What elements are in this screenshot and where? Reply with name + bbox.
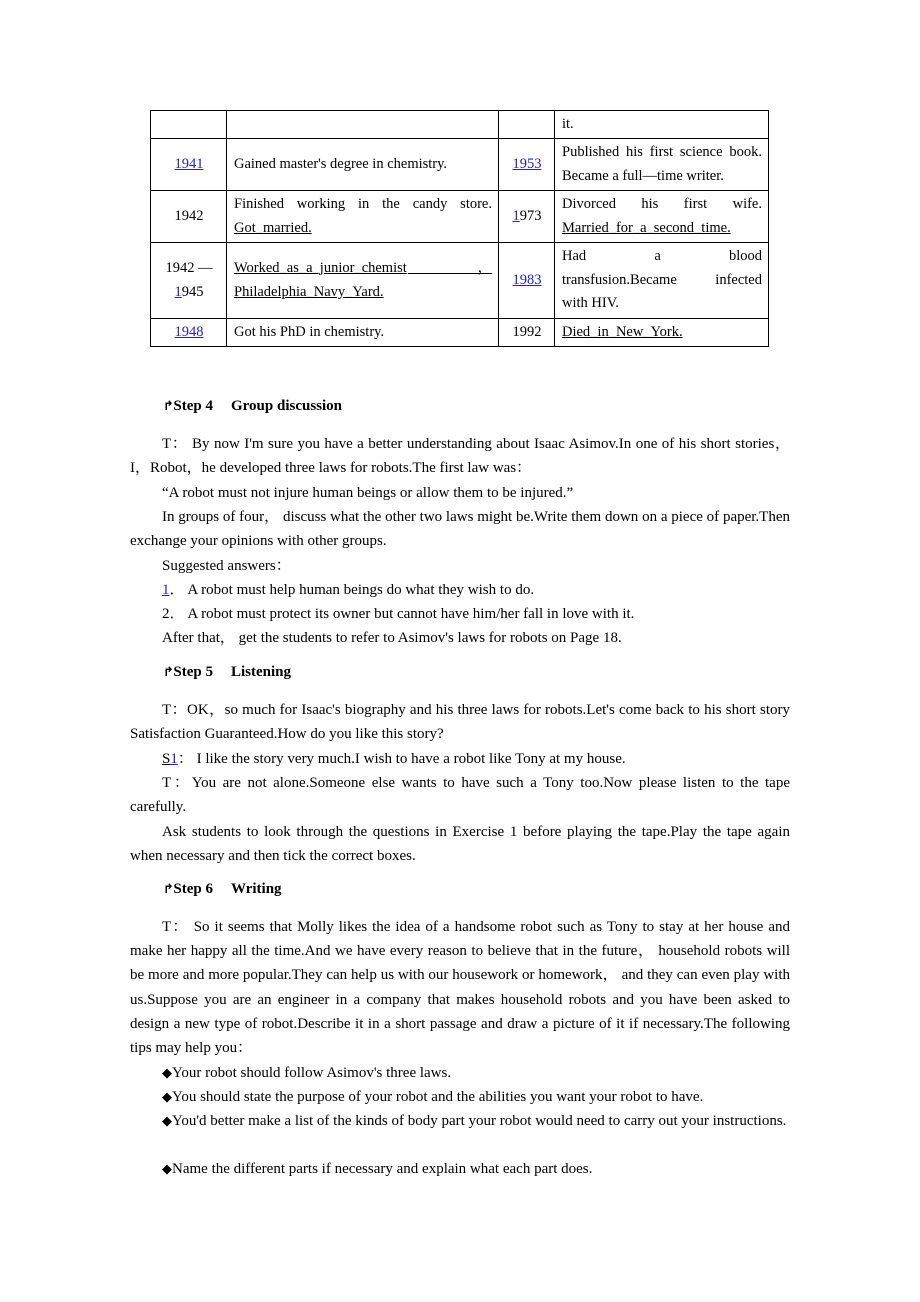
diamond-bullet-icon: ◆ [162, 1162, 172, 1177]
speaker-number[interactable]: 1 [170, 751, 178, 767]
cell-event-right [555, 243, 769, 318]
answer-2-number: 2 [162, 606, 170, 622]
speaker-s: S [162, 751, 171, 767]
biography-table [150, 110, 769, 347]
step6-paragraph-1: T： So it seems that Molly likes the idea of a handsome robot such as Tony to stay at her house and make her happy all the time.And we have every reason to believe that in the future， household robots will be more and more popular.They can help us with our housework or homework， and they can even play with us.Suppose you are an engineer in a company that makes household robots and you have been asked to design a new type of robot.Describe it in a short passage and draw a picture of it if necessary.The following tips may help you： [130, 919, 790, 1057]
event-text: Died_in_New_York. [562, 323, 683, 340]
tip-text: Your robot should follow Asimov's three laws. [172, 1065, 452, 1081]
step4-paragraph-3: In groups of four， discuss what the other two laws might be.Write them down on a piece of paper.Then exchange your opinions with other groups. [130, 509, 790, 550]
step5-student-line [162, 747, 822, 771]
cell-event-left: Got his PhD in chemistry. [227, 318, 499, 346]
step-title: Listening [231, 664, 292, 680]
diamond-bullet-icon: ◆ [162, 1090, 172, 1105]
event-line: with HIV. [562, 295, 619, 312]
suggested-answer-2 [162, 602, 822, 626]
cell-year-left [151, 139, 227, 191]
step-title: Group discussion [231, 398, 343, 414]
year-link-1945-prefix[interactable]: 1 [174, 283, 182, 300]
step5-paragraph-3: Ask students to look through the questions in Exercise 1 before playing the tape.Play the tape again when necessary and then tick the correct boxes. [130, 824, 790, 865]
step4-paragraph-5: After that， get the students to refer to Asimov's laws for robots on Page 18. [162, 630, 622, 646]
diamond-bullet-icon: ◆ [162, 1114, 172, 1129]
suggested-answer-1 [162, 578, 822, 602]
event-line: Got_married. [234, 219, 312, 236]
year-link-1941[interactable]: 1941 [174, 156, 204, 173]
cell-year-left [151, 318, 227, 346]
cell-year-right [499, 139, 555, 191]
tip-text: You should state the purpose of your robot and the abilities you want your robot to have. [172, 1089, 704, 1105]
step5-paragraph-1: T：OK，so much for Isaac's biography and his three laws for robots.Let's come back to his short story Satisfaction Guaranteed.How do you like this story? [130, 702, 790, 743]
year-link-1973-prefix[interactable]: 1 [512, 208, 520, 225]
year-1973-rest: 973 [519, 208, 542, 225]
heading-step-5 [163, 664, 291, 681]
answer-1-text: ． A robot must help human beings do what they wish to do. [169, 582, 535, 598]
event-line: Philadelphia_Navy_Yard. [234, 283, 384, 300]
event-line [234, 257, 492, 280]
step-arrow-icon: ↱ [163, 399, 174, 414]
step-title: Writing [231, 881, 282, 897]
cell-year-right [499, 191, 555, 243]
event-line: Became a full—time writer. [562, 167, 724, 184]
step-label: Step 4 [173, 398, 213, 414]
cell-event-right: it. [555, 111, 769, 139]
event-line: Had a blood [562, 248, 762, 265]
cell-event-left [227, 243, 499, 318]
cell-year-left [151, 243, 227, 318]
year-line [158, 281, 220, 304]
event-line: Married_for_a_second_time. [562, 219, 731, 236]
event-line: Divorced his first wife. [562, 196, 762, 213]
step-arrow-icon: ↱ [163, 665, 174, 680]
cell-year-left [151, 111, 227, 139]
cell-event-left [227, 111, 499, 139]
year-link-1983[interactable]: 1983 [512, 271, 542, 288]
tip-2 [130, 1085, 790, 1110]
cell-event-left [227, 191, 499, 243]
heading-step-4 [163, 398, 342, 415]
table-row [151, 191, 769, 243]
table-row [151, 318, 769, 346]
tip-1 [130, 1061, 790, 1086]
cell-event-right [555, 191, 769, 243]
year-link-1953[interactable]: 1953 [512, 156, 542, 173]
event-text-tail: ， [407, 260, 492, 277]
cell-year-left: 1942 [151, 191, 227, 243]
tip-text: Name the different parts if necessary and explain what each part does. [172, 1161, 593, 1177]
event-line: Published his first science book. [562, 144, 762, 161]
event-text: Worked_as_a_junior_chemist [234, 260, 407, 277]
tip-4 [130, 1157, 790, 1182]
step4-paragraph-2: “A robot must not injure human beings or allow them to be injured.” [162, 485, 574, 501]
cell-year-right [499, 111, 555, 139]
cell-year-right [499, 243, 555, 318]
year-link-1948[interactable]: 1948 [174, 323, 204, 340]
cell-event-right [555, 139, 769, 191]
tip-3 [130, 1109, 790, 1134]
step-label: Step 6 [173, 881, 213, 897]
step-label: Step 5 [173, 664, 213, 680]
table-row [151, 139, 769, 191]
answer-1-number[interactable]: 1 [162, 582, 170, 598]
year-1945-rest: 945 [181, 283, 204, 300]
table-row [151, 111, 769, 139]
step4-paragraph-4: Suggested answers： [162, 558, 291, 574]
step5-paragraph-2: T：You are not alone.Someone else wants to have such a Tony too.Now please listen to the tape carefully. [130, 775, 790, 816]
diamond-bullet-icon: ◆ [162, 1066, 172, 1081]
tip-text: You'd better make a list of the kinds of body part your robot would need to carry out your instructions. [172, 1113, 787, 1129]
cell-event-left: Gained master's degree in chemistry. [227, 139, 499, 191]
event-line: Finished working in the candy store. [234, 196, 492, 213]
table-row [151, 243, 769, 318]
event-line: transfusion.Became infected [562, 271, 762, 288]
cell-event-right [555, 318, 769, 346]
cell-year-right: 1992 [499, 318, 555, 346]
step4-paragraph-1: T： By now I'm sure you have a better understanding about Isaac Asimov.In one of his short stories，I，Robot，he developed three laws for robots.The first law was： [130, 436, 790, 477]
answer-2-text: ． A robot must protect its owner but cannot have him/her fall in love with it. [169, 606, 635, 622]
heading-step-6 [163, 881, 282, 898]
student-text: ： I like the story very much.I wish to have a robot like Tony at my house. [177, 751, 626, 767]
biography-table-wrapper [150, 110, 768, 347]
year-line: 1942 — [165, 260, 213, 277]
step-arrow-icon: ↱ [163, 882, 174, 897]
